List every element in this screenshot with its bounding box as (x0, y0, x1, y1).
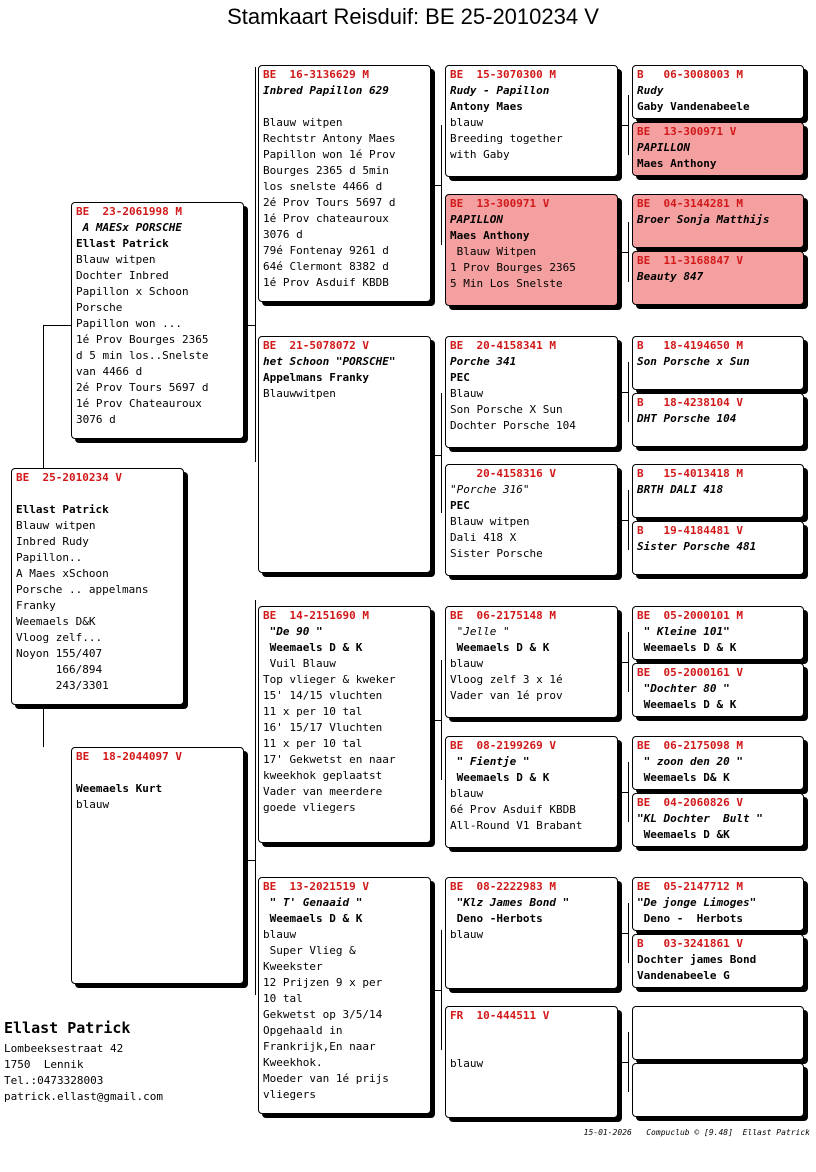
pedigree-card-g4 (632, 251, 804, 305)
ring-number: 20-4158316 V (450, 467, 556, 480)
card-line: 3076 d (76, 413, 116, 426)
ring-number: BE 08-2222983 M (450, 880, 556, 893)
card-line: Inbred Papillon 629 (263, 84, 389, 97)
pedigree-card-ff (258, 65, 431, 302)
card-line (263, 99, 426, 115)
card-line: blauw (450, 1057, 484, 1070)
card-line: Super Vlieg & (263, 944, 356, 957)
card-line: blauw (450, 657, 484, 670)
ring-number: BE 08-2199269 V (450, 739, 556, 752)
card-line: Porsche .. appelmans (16, 583, 149, 596)
card-line: Blauw (450, 387, 484, 400)
card-line: d 5 min los..Snelste (76, 349, 209, 362)
card-line: Inbred Rudy (16, 535, 89, 548)
connector-line (431, 720, 441, 721)
card-line: PEC (450, 371, 470, 384)
owner-phone: Tel.:0473328003 (4, 1074, 104, 1087)
ring-number: B 18-4194650 M (637, 339, 743, 352)
card-line: Franky (16, 599, 56, 612)
card-line: Blauw witpen (450, 515, 530, 528)
ring-number: BE 16-3136629 M (263, 68, 369, 81)
pedigree-card-g9 (632, 606, 804, 660)
pedigree-card-g11 (632, 736, 804, 790)
card-line: "Porche 316" (450, 483, 530, 496)
card-line: blauw (76, 798, 110, 811)
ring-number: BE 05-2000101 M (637, 609, 743, 622)
connector-line (618, 392, 628, 393)
owner-info (4, 1018, 163, 1105)
card-line: 2é Prov Tours 5697 d (263, 196, 396, 209)
card-line: Rudy (637, 84, 664, 97)
card-line: Papillon.. (16, 551, 83, 564)
card-line: Vloog zelf 3 x 1é (450, 673, 563, 686)
card-line: Vader van meerdere (263, 785, 383, 798)
card-line: goede vliegers (263, 801, 356, 814)
card-line: Kweekhok. (263, 1056, 323, 1069)
card-line: kweekhok geplaatst (263, 769, 383, 782)
card-line: 1é Prov chateauroux (263, 212, 389, 225)
pedigree-card-g10 (632, 663, 804, 717)
card-line: 1é Prov Bourges 2365 (76, 333, 209, 346)
card-line: Maes Anthony (637, 157, 717, 170)
card-line: 2é Prov Tours 5697 d (76, 381, 209, 394)
ring-number: B 03-3241861 V (637, 937, 743, 950)
pedigree-card-ffm (445, 194, 618, 306)
ring-number: BE 05-2147712 M (637, 880, 743, 893)
pedigree-card-g16 (632, 1063, 804, 1117)
card-line: Dochter Porsche 104 (450, 419, 576, 432)
owner-name: Ellast Patrick (4, 1019, 131, 1037)
card-line: 5 Min Los Snelste (450, 277, 563, 290)
pedigree-card-g1 (632, 65, 804, 119)
card-line: het Schoon "PORSCHE" (263, 355, 396, 368)
pedigree-card-fmf (445, 336, 618, 448)
card-line: 64é Clermont 8382 d (263, 260, 389, 273)
owner-city: 1750 Lennik (4, 1058, 84, 1071)
card-line: 11 x per 10 tal (263, 737, 363, 750)
card-line: Dochter Inbred (76, 269, 169, 282)
pedigree-card-fm (258, 336, 431, 573)
card-line: All-Round V1 Brabant (450, 819, 583, 832)
card-line: 166/894 (16, 663, 103, 676)
card-line: A MAESx PORSCHE (76, 221, 182, 234)
card-line: Top vlieger & kweker (263, 673, 396, 686)
ring-number (637, 1008, 799, 1024)
card-line: Rechtstr Antony Maes (263, 132, 396, 145)
ring-number: B 06-3008003 M (637, 68, 743, 81)
ring-number: B 18-4238104 V (637, 396, 743, 409)
card-line: "Klz James Bond " (450, 896, 570, 909)
card-line: Vuil Blauw (263, 657, 336, 670)
card-line (450, 1040, 613, 1056)
card-line: Weemaels D&K (16, 615, 96, 628)
pedigree-card-fmm (445, 464, 618, 576)
card-line: Dali 418 X (450, 531, 517, 544)
card-line: Porsche (76, 301, 123, 314)
card-line: "Jelle " (450, 625, 510, 638)
owner-address: Lombeeksestraat 42 (4, 1042, 124, 1055)
card-line: Porche 341 (450, 355, 517, 368)
card-line: 1é Prov Asduif KBDB (263, 276, 389, 289)
card-line: Papillon won 1é Prov (263, 148, 396, 161)
pedigree-card-mmf (445, 877, 618, 989)
card-line: Beauty 847 (637, 270, 704, 283)
card-line: 3076 d (263, 228, 303, 241)
connector-line (618, 252, 628, 253)
ring-number (637, 1065, 799, 1081)
pedigree-card-g7 (632, 464, 804, 518)
card-line: Deno -Herbots (450, 912, 543, 925)
ring-number: BE 04-3144281 M (637, 197, 743, 210)
card-line: 6é Prov Asduif KBDB (450, 803, 576, 816)
card-line: Kweekster (263, 960, 323, 973)
card-line: 1 Prov Bourges 2365 (450, 261, 576, 274)
owner-email: patrick.ellast@gmail.com (4, 1090, 163, 1103)
pedigree-card-mm (258, 877, 431, 1114)
pedigree-card-father (71, 202, 244, 439)
ring-number: BE 04-2060826 V (637, 796, 743, 809)
card-line: Deno - Herbots (637, 912, 743, 925)
card-line: 243/3301 (16, 679, 109, 692)
card-line: "Dochter 80 " (637, 682, 730, 695)
card-line: Rudy - Papillon (450, 84, 550, 97)
connector-line (618, 933, 628, 934)
pedigree-card-subject (11, 468, 184, 705)
card-line: Noyon 155/407 (16, 647, 103, 660)
card-line (76, 765, 239, 781)
connector-line (628, 1032, 629, 1092)
connector-line (618, 125, 628, 126)
card-line: Blauw witpen (76, 253, 156, 266)
card-line: "De jonge Limoges" (637, 896, 757, 909)
pedigree-card-g3 (632, 194, 804, 248)
connector-line (441, 930, 442, 1050)
connector-line (618, 1062, 628, 1063)
footer-text: 15-01-2026 Compuclub © [9.48] Ellast Patrick (583, 1128, 810, 1137)
connector-line (628, 95, 629, 155)
connector-line (618, 662, 628, 663)
card-line: Weemaels D & K (450, 641, 550, 654)
card-line: Son Porsche X Sun (450, 403, 563, 416)
card-line: Weemaels D & K (450, 771, 550, 784)
connector-line (255, 67, 256, 462)
card-line: Appelmans Franky (263, 371, 369, 384)
card-line: Maes Anthony (450, 229, 530, 242)
pedigree-card-g14 (632, 934, 804, 988)
connector-line (245, 860, 255, 861)
card-line: Son Porsche x Sun (637, 355, 750, 368)
pedigree-card-g12 (632, 793, 804, 847)
card-line: "De 90 " (263, 625, 323, 638)
card-line: Gaby Vandenabeele (637, 100, 750, 113)
ring-number: BE 23-2061998 M (76, 205, 182, 218)
card-line: Blauw witpen (263, 116, 343, 129)
card-line: Weemaels D &K (637, 828, 730, 841)
card-line: Frankrijk,En naar (263, 1040, 376, 1053)
ring-number: BE 13-300971 V (450, 197, 550, 210)
connector-line (43, 325, 71, 326)
card-line: Broer Sonja Matthijs (637, 213, 770, 226)
card-line: "KL Dochter Bult " (637, 812, 763, 825)
pedigree-card-g5 (632, 336, 804, 390)
pedigree-card-mfm (445, 736, 618, 848)
pedigree-card-mf (258, 606, 431, 843)
card-line: Moeder van 1é prijs (263, 1072, 389, 1085)
card-line: los snelste 4466 d (263, 180, 383, 193)
ring-number: BE 06-2175098 M (637, 739, 743, 752)
card-line: Ellast Patrick (16, 503, 109, 516)
connector-line (628, 903, 629, 963)
ring-number: BE 18-2044097 V (76, 750, 182, 763)
pedigree-card-g15 (632, 1006, 804, 1060)
card-line: 16' 15/17 Vluchten (263, 721, 383, 734)
card-line (16, 486, 179, 502)
ring-number: BE 21-5078072 V (263, 339, 369, 352)
connector-line (245, 325, 255, 326)
card-line: blauw (450, 787, 484, 800)
ring-number: BE 06-2175148 M (450, 609, 556, 622)
ring-number: BE 14-2151690 M (263, 609, 369, 622)
card-line: PEC (450, 499, 470, 512)
card-line: blauw (450, 928, 484, 941)
card-line: 1é Prov Chateauroux (76, 397, 202, 410)
card-line: blauw (263, 928, 297, 941)
card-line: 11 x per 10 tal (263, 705, 363, 718)
connector-line (441, 393, 442, 513)
card-line: vliegers (263, 1088, 316, 1101)
card-line: BRTH DALI 418 (637, 483, 724, 496)
card-line (450, 1024, 613, 1040)
connector-line (43, 325, 44, 468)
card-line: Weemaels D & K (637, 641, 737, 654)
connector-line (628, 632, 629, 692)
card-line: 12 Prijzen 9 x per (263, 976, 383, 989)
ring-number: BE 13-2021519 V (263, 880, 369, 893)
ring-number: BE 11-3168847 V (637, 254, 743, 267)
ring-number: BE 25-2010234 V (16, 471, 122, 484)
card-line: Vandenabeele G (637, 969, 730, 982)
card-line: 15' 14/15 vluchten (263, 689, 383, 702)
card-line: Antony Maes (450, 100, 523, 113)
connector-line (43, 705, 44, 747)
connector-line (628, 762, 629, 822)
connector-line (441, 660, 442, 780)
card-line: " Kleine 101" (637, 625, 730, 638)
pedigree-card-fff (445, 65, 618, 177)
card-line: Opgehaald in (263, 1024, 343, 1037)
card-line: Weemaels D & K (263, 912, 363, 925)
ring-number: FR 10-444511 V (450, 1009, 550, 1022)
card-line: Sister Porsche (450, 547, 543, 560)
card-line: Bourges 2365 d 5min (263, 164, 389, 177)
pedigree-card-mmm (445, 1006, 618, 1118)
card-line: 79é Fontenay 9261 d (263, 244, 389, 257)
connector-line (628, 490, 629, 550)
pedigree-card-g2 (632, 122, 804, 176)
card-line: Vader van 1é prov (450, 689, 563, 702)
ring-number: BE 20-4158341 M (450, 339, 556, 352)
connector-line (628, 222, 629, 282)
card-line: Blauwwitpen (263, 387, 336, 400)
card-line: 17' Gekwetst en naar (263, 753, 396, 766)
card-line: Gekwetst op 3/5/14 (263, 1008, 383, 1021)
card-line: Blauw witpen (16, 519, 96, 532)
card-line: " T' Genaaid " (263, 896, 363, 909)
card-line: Breeding together (450, 132, 563, 145)
connector-line (431, 990, 441, 991)
connector-line (255, 600, 256, 995)
card-line: Blauw Witpen (450, 245, 537, 258)
ring-number: B 15-4013418 M (637, 467, 743, 480)
card-line: " Fientje " (450, 755, 530, 768)
connector-line (618, 792, 628, 793)
pedigree-card-mff (445, 606, 618, 718)
page-title: Stamkaart Reisduif: BE 25-2010234 V (227, 4, 599, 29)
ring-number: B 19-4184481 V (637, 524, 743, 537)
pedigree-card-g8 (632, 521, 804, 575)
card-line: Papillon won ... (76, 317, 182, 330)
card-line: DHT Porsche 104 (637, 412, 737, 425)
card-line: Ellast Patrick (76, 237, 169, 250)
pedigree-card-mother (71, 747, 244, 984)
card-line: Dochter james Bond (637, 953, 757, 966)
ring-number: BE 15-3070300 M (450, 68, 556, 81)
card-line: " zoon den 20 " (637, 755, 743, 768)
card-line: 10 tal (263, 992, 303, 1005)
card-line: PAPILLON (637, 141, 690, 154)
card-line: Vloog zelf... (16, 631, 103, 644)
connector-line (441, 125, 442, 245)
card-line: A Maes xSchoon (16, 567, 109, 580)
card-line: Weemaels Kurt (76, 782, 163, 795)
card-line: Weemaels D & K (637, 698, 737, 711)
connector-line (618, 520, 628, 521)
pedigree-card-g13 (632, 877, 804, 931)
card-line: van 4466 d (76, 365, 143, 378)
ring-number: BE 05-2000161 V (637, 666, 743, 679)
pedigree-card-g6 (632, 393, 804, 447)
card-line: Weemaels D & K (263, 641, 363, 654)
card-line: blauw (450, 116, 484, 129)
connector-line (431, 455, 441, 456)
card-line: PAPILLON (450, 213, 503, 226)
card-line: with Gaby (450, 148, 510, 161)
card-line: Papillon x Schoon (76, 285, 189, 298)
ring-number: BE 13-300971 V (637, 125, 737, 138)
connector-line (431, 185, 441, 186)
connector-line (628, 362, 629, 422)
card-line: Weemaels D& K (637, 771, 730, 784)
card-line: Sister Porsche 481 (637, 540, 757, 553)
